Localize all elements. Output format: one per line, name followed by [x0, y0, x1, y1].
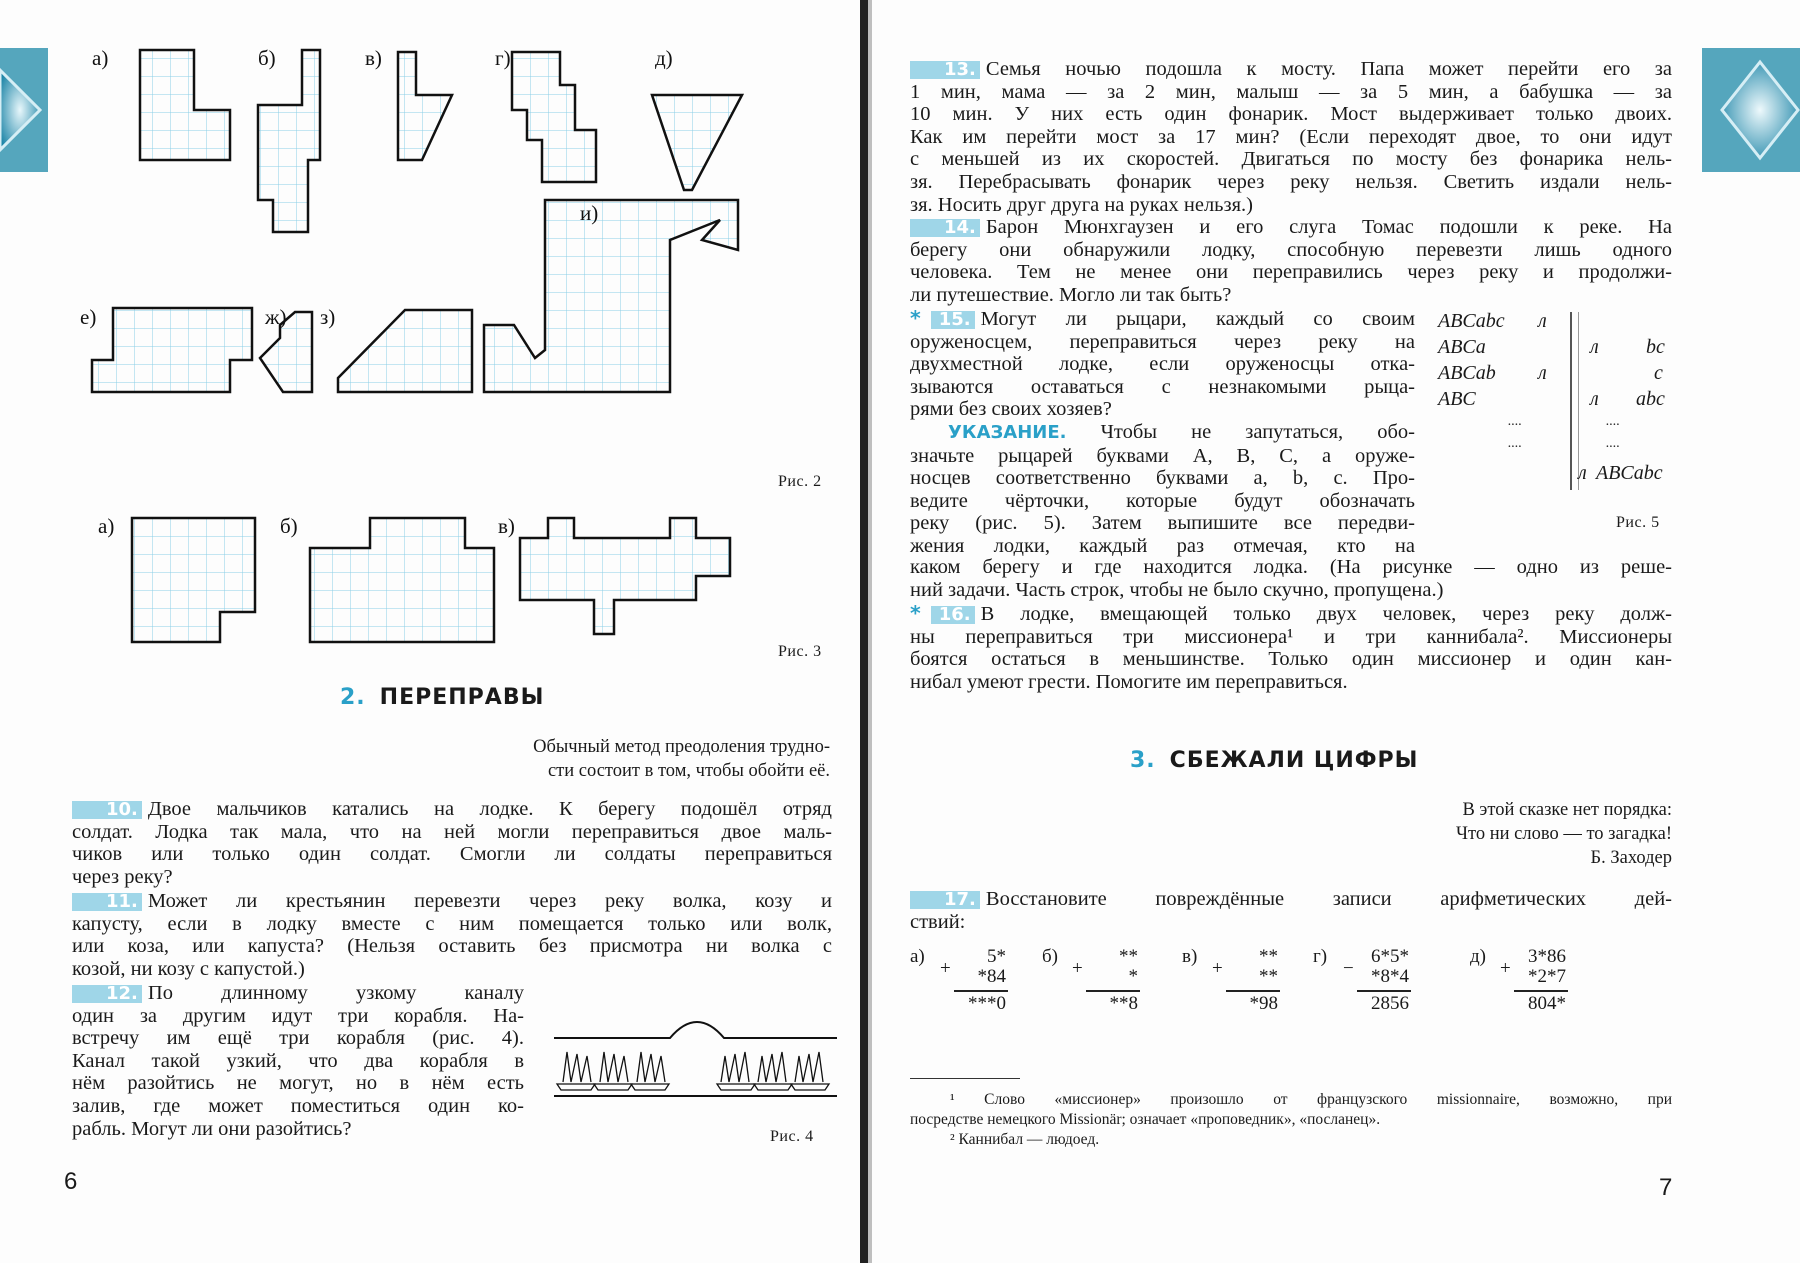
- arithmetic-examples: [910, 946, 1670, 1016]
- sum-line: [1226, 990, 1280, 992]
- problem-line: В лодке, вмещающей только двух человек, через реку долж-: [980, 603, 1672, 625]
- fig5-boat: л: [1590, 336, 1599, 358]
- canal-bank-with-bay: [554, 1022, 837, 1038]
- figure-4-caption: Рис. 4: [770, 1128, 814, 1145]
- problem-11-number: 11.: [72, 893, 142, 911]
- example-label: в): [1182, 946, 1198, 967]
- example-result: 2856: [1371, 993, 1409, 1014]
- problem-line: с меньшей из их скоростей. Двигаться по мосту без фонарика нель-: [910, 148, 1672, 171]
- problem-13: [910, 58, 1672, 216]
- figure-2-label-b: б): [258, 46, 276, 70]
- problem-16-number: 16.: [931, 606, 975, 624]
- hint-line: Чтобы не запутаться, обо-: [1100, 420, 1415, 443]
- example-sign: +: [1072, 958, 1083, 979]
- chapter-tab-left: [0, 48, 48, 172]
- problem-line: Как им перейти мост за 17 мин? (Если переходят двое, то они идут: [910, 125, 1672, 148]
- example-result: ***0: [968, 993, 1006, 1014]
- footnote-rule: [910, 1078, 1020, 1079]
- figure-2-label-d: д): [655, 46, 673, 70]
- hint-line: каком берегу и где находится лодка. (На рисунке — одно из реше-: [910, 556, 1672, 578]
- figure-2-label-v: в): [365, 46, 382, 70]
- fig5-boat: л: [1578, 462, 1587, 484]
- section-3-title: СБЕЖАЛИ ЦИФРЫ: [1169, 748, 1419, 773]
- problem-line: оруженосцем, переправиться через реку на: [910, 330, 1415, 353]
- problem-line: 10 мин. У них есть один фонарик. Мост выдерживает только двоих.: [910, 103, 1672, 126]
- hint-line: значьте рыцарей буквами A, B, C, а оруже-: [910, 444, 1415, 467]
- arithmetic-example: [1182, 946, 1302, 1016]
- problem-line: зываются оставаться с незнакомыми рыца-: [910, 375, 1415, 398]
- diamond-icon: [1702, 48, 1800, 172]
- problem-11: [72, 890, 832, 980]
- figure-3: [80, 500, 840, 650]
- figure-2a-shape: [140, 50, 230, 160]
- section-3-epigraph: [1288, 798, 1672, 870]
- epigraph-line: сти состоит в том, чтобы обойти её.: [547, 761, 830, 781]
- example-sign: +: [1212, 958, 1223, 979]
- problem-line: залив, где может поместиться один ко-: [72, 1094, 524, 1117]
- problem-17: [910, 888, 1672, 933]
- example-operand-bottom: *8*4: [1371, 966, 1409, 987]
- example-operand-bottom: **: [1259, 966, 1278, 987]
- problem-line: Может ли крестьянин перевезти через реку волка, козу и: [147, 890, 832, 912]
- example-operand-top: 3*86: [1528, 946, 1566, 967]
- hint-line: ний задачи. Часть строк, чтобы не было скучно, пропущена.): [910, 578, 1444, 601]
- diamond-icon: [0, 48, 48, 172]
- problem-17-number: 17.: [910, 891, 980, 909]
- problem-line: зя. Перебрасывать фонарик через реку нельзя. Светить издали нель-: [910, 170, 1672, 193]
- hint-line: носцев соответственно буквами a, b, c. Про-: [910, 467, 1415, 490]
- example-operand-top: 5*: [987, 946, 1006, 967]
- problem-line: один за другим идут три корабля. На-: [72, 1004, 524, 1027]
- right-page: [868, 0, 1800, 1263]
- fig5-boat: л: [1538, 362, 1547, 384]
- arithmetic-example: [1042, 946, 1162, 1016]
- ship-icon: [557, 1052, 595, 1090]
- figure-5-caption: Рис. 5: [1616, 514, 1660, 531]
- example-operand-top: **: [1119, 946, 1138, 967]
- section-2-number: 2.: [340, 685, 366, 710]
- section-2-title: ПЕРЕПРАВЫ: [379, 685, 545, 710]
- problem-10-number: 10.: [72, 801, 142, 819]
- page-number-right: 7: [1659, 1174, 1673, 1201]
- figure-3-caption: Рис. 3: [778, 643, 822, 660]
- problem-line: ствий:: [910, 910, 966, 933]
- difficulty-star: *: [910, 306, 921, 330]
- ship-icon: [717, 1052, 755, 1090]
- sum-line: [954, 990, 1008, 992]
- problem-line: через реку?: [72, 865, 173, 888]
- problem-line: солдат. Лодка так мала, что на ней могли переправиться двое маль-: [72, 820, 832, 843]
- problem-line: берегу они обнаружили лодку, способную перевезти лишь одного: [910, 238, 1672, 261]
- figure-3-label-v: в): [498, 514, 515, 538]
- figure-2e-shape: [92, 308, 252, 392]
- page-number-left: 6: [64, 1168, 78, 1195]
- problem-12-number: 12.: [72, 985, 142, 1003]
- epigraph-line: Что ни слово — то загадка!: [1456, 824, 1672, 844]
- problem-line: чиков или только один солдат. Смогли ли солдаты переправиться: [72, 843, 832, 866]
- figure-2g-shape: [512, 52, 596, 182]
- fig5-boat: л: [1590, 388, 1599, 410]
- fig5-left: ABCa: [1438, 336, 1486, 358]
- problem-line: Двое мальчиков катались на лодке. К берегу подошёл отряд: [147, 798, 832, 820]
- footnotes: [910, 1090, 1672, 1150]
- example-operand-top: **: [1259, 946, 1278, 967]
- figure-5: [1438, 310, 1674, 500]
- problem-line: двухместной лодке, если оруженосцы отка-: [910, 353, 1415, 376]
- fig5-right: ABCabc: [1596, 462, 1663, 484]
- problem-line: ли путешествие. Могло ли так быть?: [910, 283, 1232, 306]
- fig5-left: ABCabc: [1438, 310, 1505, 332]
- hint-line: жения лодки, каждый раз отмечая, кто на: [910, 534, 1415, 557]
- fig5-right: ....: [1606, 436, 1620, 451]
- problem-13-number: 13.: [910, 61, 980, 79]
- chapter-tab-right: [1702, 48, 1800, 172]
- section-3-heading: [1130, 748, 1418, 773]
- problem-line: ны переправиться три миссионера¹ и три каннибала². Миссионеры: [910, 625, 1672, 648]
- footnote-line: посредстве немецкого Missionär; означает «проповедник», «посланец».: [910, 1111, 1381, 1128]
- epigraph-author: Б. Заходер: [1590, 848, 1672, 868]
- example-operand-bottom: *: [1128, 966, 1138, 987]
- problem-14-number: 14.: [910, 219, 980, 237]
- example-sign: +: [1500, 958, 1511, 979]
- problem-15: [910, 307, 1415, 558]
- example-sign: −: [1343, 958, 1354, 979]
- sum-line: [1086, 990, 1140, 992]
- figure-2: [80, 40, 840, 460]
- fig5-right: bc: [1646, 336, 1665, 358]
- fig5-left: ....: [1508, 414, 1522, 429]
- fig5-left: ABC: [1438, 388, 1476, 410]
- fig5-right: c: [1654, 362, 1663, 384]
- ships-right: [717, 1052, 829, 1090]
- example-label: а): [910, 946, 925, 967]
- fig5-left: ....: [1508, 436, 1522, 451]
- fig5-right: ....: [1606, 414, 1620, 429]
- figure-3a-shape: [132, 518, 255, 642]
- problem-line: 1 мин, мама — за 2 мин, малыш — за 5 мин, а бабушка — за: [910, 80, 1672, 103]
- ship-icon: [791, 1052, 829, 1090]
- left-page: [0, 0, 862, 1263]
- example-label: г): [1313, 946, 1328, 967]
- figure-2-label-e: е): [80, 305, 97, 329]
- figure-2i-shape: [484, 200, 738, 392]
- ship-icon: [754, 1052, 792, 1090]
- problem-15-continued: [910, 556, 1672, 601]
- problem-12: [72, 982, 524, 1140]
- figure-2z-shape: [338, 310, 472, 392]
- figure-2b-shape: [258, 50, 320, 232]
- problem-line: По длинному узкому каналу: [147, 982, 524, 1004]
- problem-line: рабль. Могут ли они разойтись?: [72, 1117, 352, 1140]
- problem-line: Могут ли рыцари, каждый со своим: [980, 308, 1415, 330]
- problem-line: козой, ни козу с капустой.): [72, 957, 305, 980]
- footnote-line: ¹ Слово «миссионер» произошло от французского missionnaire, возможно, при: [950, 1091, 1672, 1108]
- problem-line: Семья ночью подошла к мосту. Папа может перейти его за: [985, 58, 1672, 80]
- epigraph-line: Обычный метод преодоления трудно-: [533, 737, 830, 757]
- example-result: 804*: [1528, 993, 1566, 1014]
- example-operand-top: 6*5*: [1371, 946, 1409, 967]
- problem-line: боятся остаться в меньшинстве. Только один миссионер и один кан-: [910, 648, 1672, 671]
- figure-4: [552, 1010, 842, 1100]
- problem-line: Канал такой узкий, что два корабля в: [72, 1049, 524, 1072]
- river-line: [1570, 312, 1572, 490]
- figure-3-label-b: б): [280, 514, 298, 538]
- problem-line: встречу им ещё три корабля (рис. 4).: [72, 1027, 524, 1050]
- problem-14: [910, 216, 1672, 306]
- problem-line: или коза, или капуста? (Нельзя оставить без присмотра ни волка с: [72, 935, 832, 958]
- section-3-number: 3.: [1130, 748, 1156, 773]
- example-operand-bottom: *84: [977, 966, 1006, 987]
- arithmetic-example: [1470, 946, 1590, 1016]
- problem-10: [72, 798, 832, 888]
- fig5-left: ABCab: [1438, 362, 1496, 384]
- example-operand-bottom: *2*7: [1528, 966, 1566, 987]
- problem-line: рями без своих хозяев?: [910, 398, 1112, 421]
- sum-line: [1514, 990, 1568, 992]
- problem-line: капусту, если в лодку вместе с ним помещается только или волк,: [72, 912, 832, 935]
- problem-line: человека. Тем не менее они переправились через реку и продолжи-: [910, 261, 1672, 284]
- example-label: д): [1470, 946, 1486, 967]
- example-label: б): [1042, 946, 1058, 967]
- figure-2-label-zh: ж): [265, 305, 287, 329]
- fig5-right: abc: [1636, 388, 1665, 410]
- hint-label: УКАЗАНИЕ.: [948, 421, 1067, 443]
- section-2-epigraph: [420, 735, 830, 783]
- ships-left: [557, 1052, 669, 1090]
- ship-icon: [594, 1052, 632, 1090]
- problem-line: нём разойтись не могут, но в нём есть: [72, 1072, 524, 1095]
- figure-2-label-i: и): [580, 201, 599, 225]
- problem-16: [910, 602, 1672, 693]
- figure-2-caption: Рис. 2: [778, 473, 822, 490]
- footnote-line: ² Каннибал — людоед.: [950, 1131, 1100, 1148]
- figure-3v-shape: [520, 518, 730, 634]
- problem-line: нибал умеют грести. Помогите им переправиться.: [910, 670, 1348, 693]
- problem-line: Восстановите повреждённые записи арифметических дей-: [985, 888, 1672, 910]
- figure-2v-shape: [398, 52, 452, 160]
- arithmetic-example: [1313, 946, 1433, 1016]
- figure-2d-shape: [652, 95, 742, 190]
- difficulty-star: *: [910, 601, 921, 625]
- sum-line: [1357, 990, 1411, 992]
- example-result: **8: [1109, 993, 1138, 1014]
- problem-line: Барон Мюнхгаузен и его слуга Томас подошли к реке. На: [985, 216, 1672, 238]
- hint-line: ведите чёрточки, которые будут обозначать: [910, 489, 1415, 512]
- arithmetic-example: [910, 946, 1030, 1016]
- figure-2-label-z: з): [320, 305, 336, 329]
- section-2-heading: [340, 685, 544, 710]
- fig5-boat: л: [1538, 310, 1547, 332]
- example-result: *98: [1249, 993, 1278, 1014]
- figure-3b-shape: [310, 518, 494, 642]
- problem-15-number: 15.: [931, 311, 975, 329]
- figure-2-label-g: г): [495, 46, 511, 70]
- epigraph-line: В этой сказке нет порядка:: [1462, 800, 1672, 820]
- example-sign: +: [940, 958, 951, 979]
- hint-line: реку (рис. 5). Затем выпишите все передви-: [910, 512, 1415, 535]
- ship-icon: [631, 1052, 669, 1090]
- problem-line: зя. Носить друг друга на руках нельзя.): [910, 193, 1254, 216]
- figure-3-label-a: а): [98, 514, 115, 538]
- figure-2-label-a: а): [92, 46, 109, 70]
